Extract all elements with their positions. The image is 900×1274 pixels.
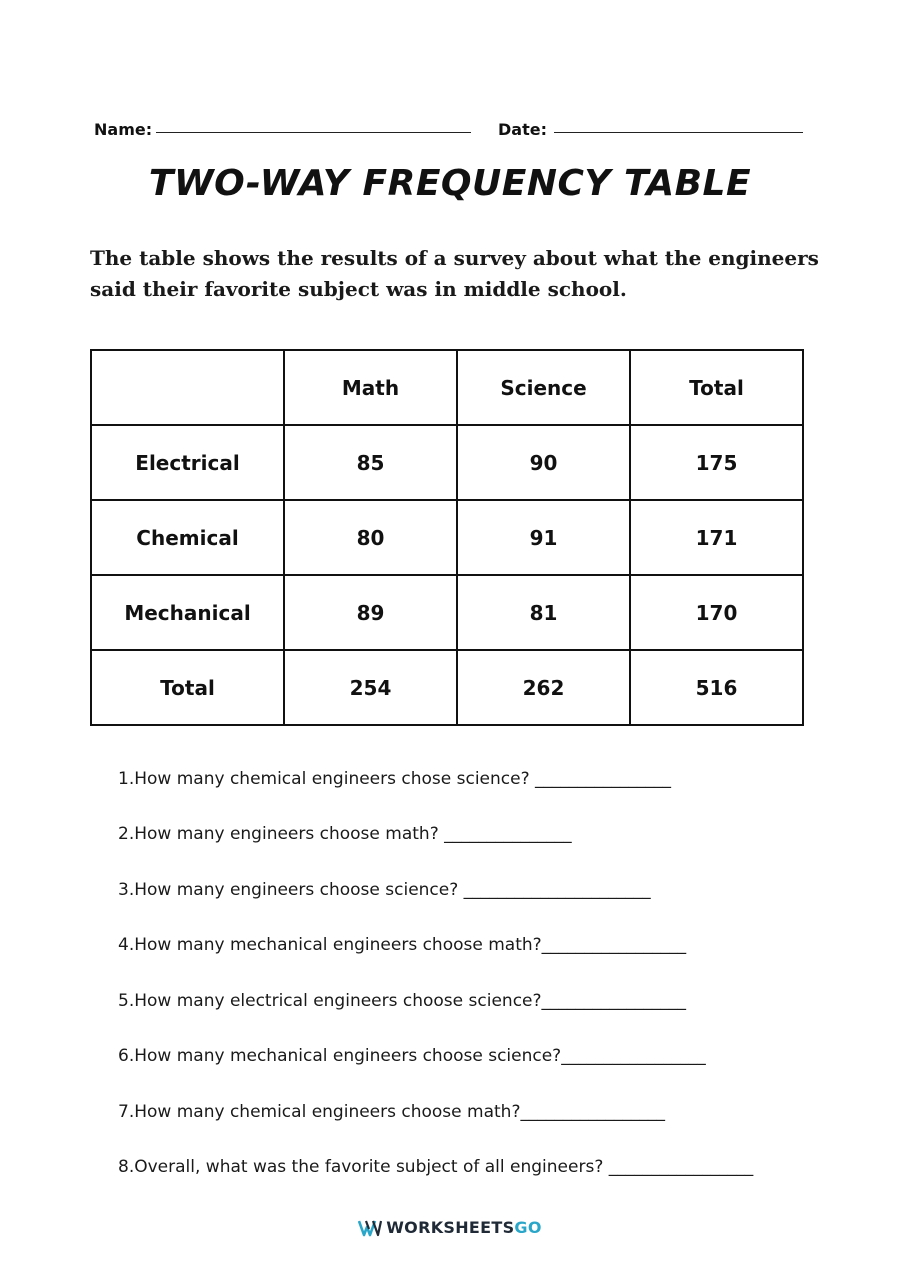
table-cell: 170	[630, 575, 803, 650]
table-header-cell: Math	[284, 350, 457, 425]
question-item	[118, 1102, 665, 1122]
question-item	[118, 824, 572, 844]
question-number: 1.	[118, 769, 135, 789]
question-item	[118, 991, 686, 1011]
row-label: Total	[91, 650, 284, 725]
table-cell: 90	[457, 425, 630, 500]
question-text: How many chemical engineers choose math?_________________	[134, 1102, 665, 1122]
question-text: How many chemical engineers chose science? ________________	[134, 769, 672, 789]
table-header-row	[91, 350, 803, 425]
question-item	[118, 880, 651, 900]
row-label: Chemical	[91, 500, 284, 575]
row-label: Electrical	[91, 425, 284, 500]
table-header-cell: Science	[457, 350, 630, 425]
table-cell: 89	[284, 575, 457, 650]
question-text: How many electrical engineers choose science?_________________	[134, 991, 687, 1011]
footer-brand	[0, 1218, 900, 1238]
table-cell: 175	[630, 425, 803, 500]
table-cell: 81	[457, 575, 630, 650]
name-field[interactable]	[156, 132, 471, 133]
question-number: 2.	[118, 824, 135, 844]
page-title: TWO-WAY FREQUENCY TABLE	[148, 163, 752, 204]
table-cell: 254	[284, 650, 457, 725]
question-number: 6.	[118, 1046, 135, 1066]
question-number: 8.	[118, 1157, 135, 1177]
table-row	[91, 500, 803, 575]
question-text: How many mechanical engineers choose math?_________________	[134, 935, 687, 955]
frequency-table	[90, 349, 804, 726]
question-text: How many engineers choose math? _______________	[134, 824, 572, 844]
table-header-cell	[91, 350, 284, 425]
table-cell: 171	[630, 500, 803, 575]
table-row	[91, 650, 803, 725]
question-text: Overall, what was the favorite subject of all engineers? _________________	[134, 1157, 754, 1177]
brand-name-part1: WORKSHEETS	[386, 1218, 515, 1237]
name-label: Name:	[94, 120, 153, 139]
question-item	[118, 1157, 753, 1177]
table-cell: 85	[284, 425, 457, 500]
question-item	[118, 1046, 706, 1066]
table-cell: 91	[457, 500, 630, 575]
table-row	[91, 575, 803, 650]
question-item	[118, 935, 686, 955]
table-cell: 516	[630, 650, 803, 725]
table-cell: 80	[284, 500, 457, 575]
worksheetsgo-logo-icon	[358, 1218, 382, 1238]
question-number: 5.	[118, 991, 135, 1011]
table-header-cell: Total	[630, 350, 803, 425]
table-cell: 262	[457, 650, 630, 725]
intro-text: The table shows the results of a survey about what the engineers said their favorite subject was in middle school.	[90, 246, 819, 301]
question-text: How many engineers choose science? ______________________	[134, 880, 651, 900]
question-number: 7.	[118, 1102, 135, 1122]
row-label: Mechanical	[91, 575, 284, 650]
question-number: 3.	[118, 880, 135, 900]
question-item	[118, 769, 671, 789]
table-row	[91, 425, 803, 500]
question-text: How many mechanical engineers choose science?_________________	[134, 1046, 706, 1066]
date-label: Date:	[498, 120, 547, 139]
brand-name-part2: GO	[514, 1218, 542, 1237]
date-field[interactable]	[554, 132, 803, 133]
question-number: 4.	[118, 935, 135, 955]
